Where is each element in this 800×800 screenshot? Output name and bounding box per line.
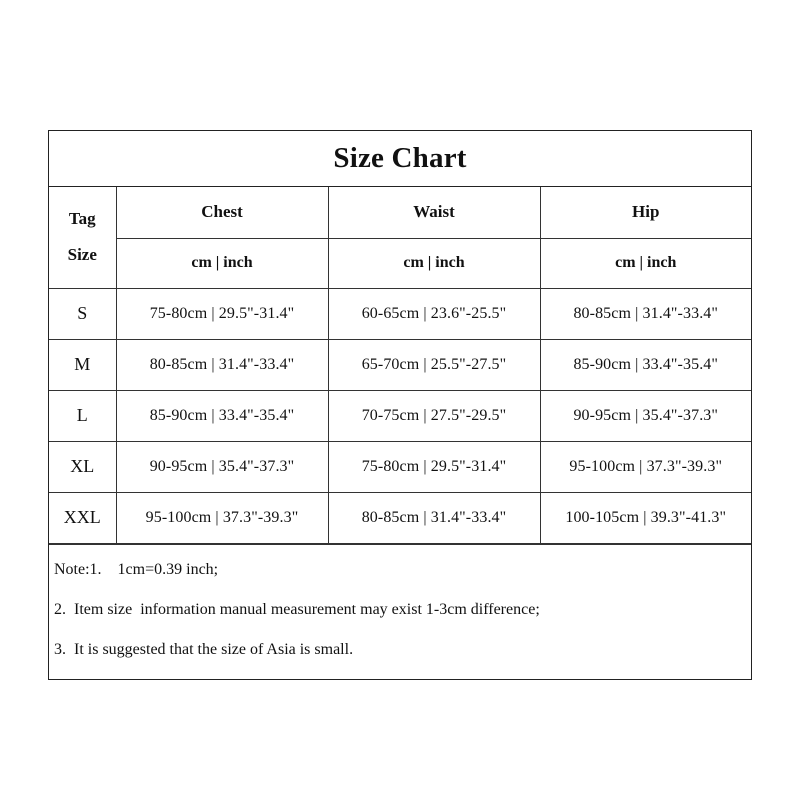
hip-cell: 100-105cm | 39.3"-41.3" [540,492,751,543]
hip-cell: 85-90cm | 33.4"-35.4" [540,339,751,390]
tag-header-line-2: Size [67,245,97,265]
chest-cell: 85-90cm | 33.4"-35.4" [116,390,328,441]
chest-unit: cm | inch [116,238,328,288]
waist-cell: 70-75cm | 27.5"-29.5" [328,390,540,441]
size-cell: XL [49,441,116,492]
waist-unit: cm | inch [328,238,540,288]
waist-cell: 80-85cm | 31.4"-33.4" [328,492,540,543]
size-table [49,187,751,544]
chest-cell: 90-95cm | 35.4"-37.3" [116,441,328,492]
chest-cell: 95-100cm | 37.3"-39.3" [116,492,328,543]
hip-cell: 95-100cm | 37.3"-39.3" [540,441,751,492]
chart-title: Size Chart [49,131,751,187]
waist-cell: 60-65cm | 23.6"-25.5" [328,288,540,339]
size-chart [48,130,752,680]
tag-header-line-1: Tag [68,209,96,229]
waist-cell: 75-80cm | 29.5"-31.4" [328,441,540,492]
waist-cell: 65-70cm | 25.5"-27.5" [328,339,540,390]
table-row [49,390,751,441]
header-row [49,187,751,238]
size-cell: L [49,390,116,441]
hip-header: Hip [540,187,751,238]
chest-cell: 80-85cm | 31.4"-33.4" [116,339,328,390]
chest-cell: 75-80cm | 29.5"-31.4" [116,288,328,339]
hip-cell: 80-85cm | 31.4"-33.4" [540,288,751,339]
hip-cell: 90-95cm | 35.4"-37.3" [540,390,751,441]
waist-header: Waist [328,187,540,238]
table-row [49,288,751,339]
tag-size-header [49,187,116,288]
hip-unit: cm | inch [540,238,751,288]
note-1: Note:1. 1cm=0.39 inch; [54,561,219,578]
table-row [49,441,751,492]
size-cell: S [49,288,116,339]
note-3: 3. It is suggested that the size of Asia is small. [54,641,354,658]
size-cell: M [49,339,116,390]
unit-row [49,238,751,288]
size-cell: XXL [49,492,116,543]
chest-header: Chest [116,187,328,238]
note-2: 2. Item size information manual measurement may exist 1-3cm difference; [54,601,540,618]
table-row [49,492,751,543]
table-row [49,339,751,390]
